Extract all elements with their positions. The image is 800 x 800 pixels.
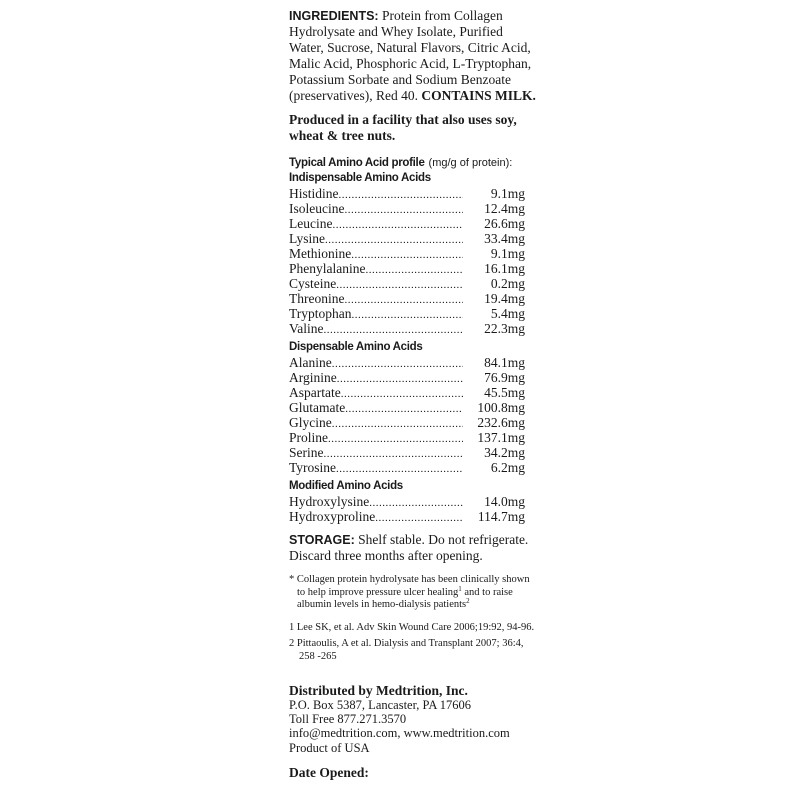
amino-acid-name: Glutamate (289, 400, 346, 415)
amino-profile-title: Typical Amino Acid profile (289, 157, 425, 169)
footnote-text-1: * Collagen protein hydrolysate has been clinically shown to help improve pressure ulcer healing (289, 574, 530, 598)
amino-acid-row (289, 321, 525, 336)
amino-acid-name: Proline (289, 430, 328, 445)
amino-acid-value: 12.4mg (484, 201, 525, 216)
amino-acid-value: 84.1mg (484, 355, 525, 370)
footnote (289, 574, 539, 612)
amino-acid-name: Isoleucine (289, 201, 345, 216)
amino-group-title: Indispensable Amino Acids (289, 172, 431, 184)
amino-group-title: Modified Amino Acids (289, 480, 403, 492)
ingredients-text: Protein from Collagen Hydrolysate and Whey Isolate, Purified Water, Sucrose, Natural Flavors, Citric Acid, Malic Acid, Phosphoric Acid, L-Tryptophan, Potassium Sorbate and Sodium Benzoate (preservatives), Red 40. (289, 8, 532, 103)
distributor-phone: Toll Free 877.271.3570 (289, 712, 407, 727)
amino-acid-value: 100.8mg (477, 400, 525, 415)
amino-acid-row (289, 385, 525, 400)
dot-leader (375, 511, 463, 526)
amino-acid-row (289, 291, 525, 306)
dot-leader (352, 308, 463, 323)
amino-group-title: Dispensable Amino Acids (289, 341, 423, 353)
amino-acid-name: Leucine (289, 216, 333, 231)
amino-acid-value: 9.1mg (490, 246, 525, 261)
amino-acid-value: 22.3mg (484, 321, 525, 336)
dot-leader (332, 417, 463, 432)
amino-profile-heading (289, 154, 539, 171)
dot-leader (332, 357, 463, 372)
amino-acid-row (289, 186, 525, 201)
amino-acid-row (289, 306, 525, 321)
amino-profile-unit: (mg/g of protein): (428, 157, 513, 169)
amino-acid-name: Glycine (289, 415, 332, 430)
amino-acid-value: 76.9mg (484, 370, 525, 385)
amino-acid-name: Histidine (289, 186, 339, 201)
amino-acid-row (289, 445, 525, 460)
amino-acid-row (289, 231, 525, 246)
dot-leader (351, 248, 463, 263)
amino-acid-value: 16.1mg (484, 261, 525, 276)
amino-acid-value: 14.0mg (484, 494, 525, 509)
references (289, 622, 539, 664)
amino-acid-groups (289, 171, 539, 524)
amino-acid-name: Arginine (289, 370, 337, 385)
dot-leader (328, 432, 463, 447)
label-panel (289, 8, 539, 667)
storage-text: Shelf stable. Do not refrigerate. Discard three months after opening. (289, 532, 529, 563)
amino-acid-value: 45.5mg (484, 385, 525, 400)
amino-acid-name: Valine (289, 321, 324, 336)
amino-acid-value: 34.2mg (484, 445, 525, 460)
amino-acid-row (289, 216, 525, 231)
amino-acid-value: 0.2mg (490, 276, 525, 291)
footnote-sup-2: 2 (466, 597, 470, 605)
product-origin: Product of USA (289, 740, 370, 755)
amino-acid-value: 6.2mg (490, 460, 525, 475)
amino-acid-name: Threonine (289, 291, 345, 306)
dot-leader (337, 372, 463, 387)
dot-leader (324, 447, 464, 462)
amino-acid-name: Alanine (289, 355, 332, 370)
amino-acid-name: Methionine (289, 246, 352, 261)
amino-acid-name: Tyrosine (289, 460, 337, 475)
amino-acid-row (289, 276, 525, 291)
dot-leader (345, 402, 463, 417)
storage-label: STORAGE: (289, 533, 355, 547)
amino-acid-row (289, 460, 525, 475)
ingredients-label: INGREDIENTS: (289, 9, 379, 23)
amino-acid-value: 114.7mg (477, 509, 525, 524)
amino-acid-name: Aspartate (289, 385, 341, 400)
dot-leader (341, 387, 463, 402)
reference-2: 2 Pittaoulis, A et al. Dialysis and Transplant 2007; 36:4, 258 -265 (289, 638, 524, 662)
amino-acid-row (289, 430, 525, 445)
contains-milk: CONTAINS MILK. (421, 88, 536, 103)
date-opened-label: Date Opened: (289, 765, 369, 780)
amino-acid-name: Phenylalanine (289, 261, 366, 276)
dot-leader (324, 323, 464, 338)
dot-leader (369, 496, 463, 511)
amino-acid-name: Cysteine (289, 276, 337, 291)
amino-acid-name: Serine (289, 445, 324, 460)
amino-acid-value: 137.1mg (477, 430, 525, 445)
amino-acid-name: Hydroxylysine (289, 494, 370, 509)
amino-acid-value: 19.4mg (484, 291, 525, 306)
amino-acid-name: Lysine (289, 231, 325, 246)
ingredients-block (289, 8, 539, 104)
dot-leader (344, 293, 463, 308)
amino-acid-name: Tryptophan (289, 306, 352, 321)
dot-leader (344, 203, 463, 218)
amino-acid-row (289, 355, 525, 370)
footnote-sup-1: 1 (458, 584, 462, 593)
dot-leader (336, 278, 463, 293)
amino-acid-value: 9.1mg (490, 186, 525, 201)
distributor-address: P.O. Box 5387, Lancaster, PA 17606 (289, 698, 472, 712)
dot-leader (336, 462, 463, 477)
dot-leader (339, 188, 464, 203)
amino-acid-row (289, 400, 525, 415)
distributor-block (289, 683, 549, 755)
amino-acid-row (289, 494, 525, 509)
amino-acid-row (289, 261, 525, 276)
dot-leader (365, 263, 463, 278)
amino-acid-row (289, 201, 525, 216)
amino-acid-value: 232.6mg (477, 415, 525, 430)
amino-acid-value: 26.6mg (484, 216, 525, 231)
distributor-web: info@medtrition.com, www.medtrition.com (289, 726, 510, 741)
amino-acid-value: 33.4mg (484, 231, 525, 246)
reference-1: 1 Lee SK, et al. Adv Skin Wound Care 2006;19:92, 94-96. (289, 621, 535, 633)
amino-acid-value: 5.4mg (490, 306, 525, 321)
allergen-note: Produced in a facility that also uses soy, wheat & tree nuts. (289, 112, 517, 143)
distributor-title: Distributed by Medtrition, Inc. (289, 683, 468, 698)
amino-acid-name: Hydroxyproline (289, 509, 376, 524)
amino-acid-row (289, 370, 525, 385)
storage-block (289, 532, 539, 564)
amino-acid-row (289, 246, 525, 261)
dot-leader (332, 218, 463, 233)
footnote-text-2: and to raise albumin levels in hemo-dialysis patients (297, 586, 513, 610)
amino-acid-row (289, 415, 525, 430)
amino-acid-row (289, 509, 525, 524)
